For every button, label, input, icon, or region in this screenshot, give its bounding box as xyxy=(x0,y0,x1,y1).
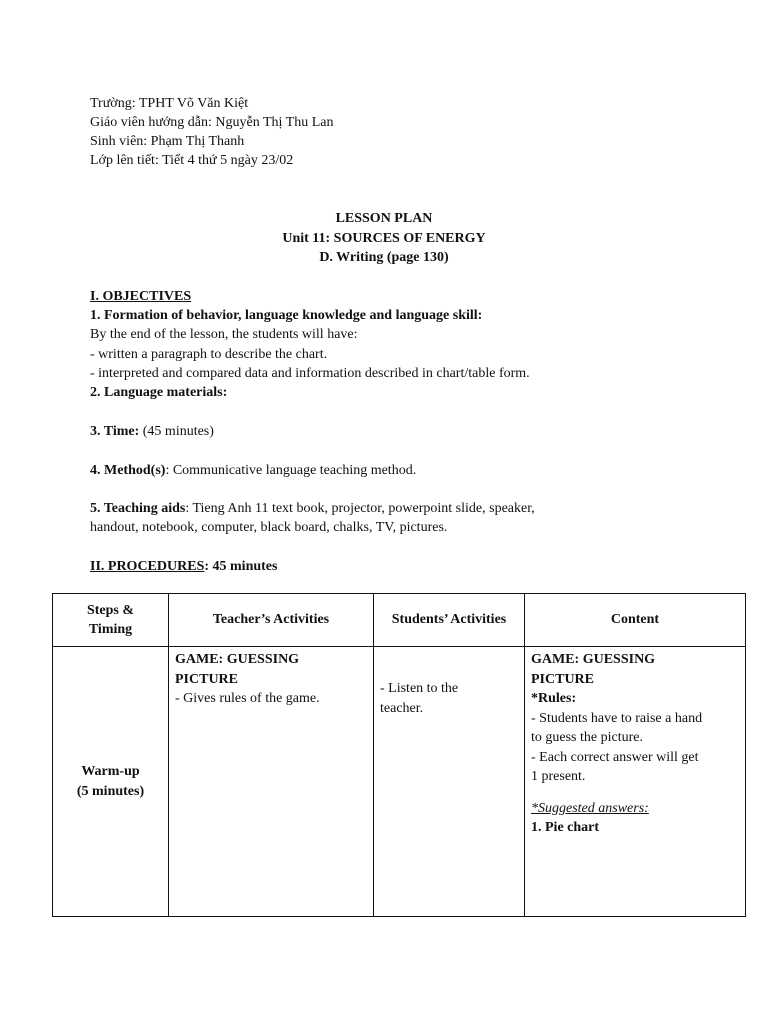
table-row xyxy=(53,647,746,917)
student-teacher-line: Sinh viên: Phạm Thị Thanh xyxy=(90,134,245,149)
suggested-answers-label: *Suggested answers: xyxy=(531,800,649,816)
teacher-activity-text: - Gives rules of the game. xyxy=(175,691,320,706)
rule-1b: to guess the picture. xyxy=(531,730,643,745)
aids-line xyxy=(90,499,535,518)
teacher-activities-cell xyxy=(169,647,374,917)
rules-label: *Rules: xyxy=(531,691,577,706)
procedures-duration: : 45 minutes xyxy=(204,559,278,574)
rule-2a: - Each correct answer will get xyxy=(531,749,699,765)
answer-1: 1. Pie chart xyxy=(531,820,600,835)
objective-bullet-1: - written a paragraph to describe the chart. xyxy=(90,347,328,362)
method-label: 4. Method(s) xyxy=(90,463,166,478)
content-cell xyxy=(525,647,746,917)
supervisor-line: Giáo viên hướng dẫn: Nguyễn Thị Thu Lan xyxy=(90,115,334,130)
rule-1a: - Students have to raise a hand xyxy=(531,710,703,726)
procedures-table xyxy=(52,593,746,917)
aids-label: 5. Teaching aids xyxy=(90,501,186,516)
objective-2-heading: 2. Language materials: xyxy=(90,385,228,400)
objective-bullet-2: - interpreted and compared data and information described in chart/table form. xyxy=(90,366,530,381)
students-activities-cell xyxy=(374,647,525,917)
warmup-timing: (5 minutes) xyxy=(76,783,145,799)
unit-title: Unit 11: SOURCES OF ENERGY xyxy=(282,231,486,246)
procedures-heading-line xyxy=(90,557,277,576)
teacher-activities-header: Teacher’s Activities xyxy=(169,594,374,647)
lesson-plan-title: LESSON PLAN xyxy=(335,211,433,226)
content-game-title-1: GAME: GUESSING xyxy=(531,652,656,667)
procedures-heading: II. PROCEDURES xyxy=(90,559,205,574)
objectives-heading: I. OBJECTIVES xyxy=(90,289,192,304)
content-header: Content xyxy=(525,594,746,647)
students-activities-header: Students’ Activities xyxy=(374,594,525,647)
method-line xyxy=(90,461,416,480)
timing-header-text: Timing xyxy=(88,622,133,637)
warmup-step: Warm-up xyxy=(81,764,140,779)
student-activity-text-2: teacher. xyxy=(380,700,424,716)
aids-line-2: handout, notebook, computer, black board, chalks, TV, pictures. xyxy=(90,520,448,535)
time-label: 3. Time: xyxy=(90,424,140,439)
objective-intro: By the end of the lesson, the students will have: xyxy=(90,327,358,342)
steps-timing-header xyxy=(53,594,169,647)
content-game-title-2: PICTURE xyxy=(531,671,595,687)
objective-1-heading: 1. Formation of behavior, language knowledge and language skill: xyxy=(90,308,483,323)
time-value: (45 minutes) xyxy=(139,424,214,439)
rule-2b: 1 present. xyxy=(531,769,586,784)
warmup-step-cell xyxy=(53,647,169,917)
class-period-line: Lớp lên tiết: Tiết 4 thứ 5 ngày 23/02 xyxy=(90,153,294,168)
aids-value: : Tieng Anh 11 text book, projector, powerpoint slide, speaker, xyxy=(185,501,535,516)
method-value: : Communicative language teaching method. xyxy=(165,463,417,478)
section-title: D. Writing (page 130) xyxy=(319,250,449,265)
time-line xyxy=(90,422,214,441)
student-activity-text-1: - Listen to the xyxy=(380,681,459,696)
table-header-row xyxy=(53,594,746,647)
teacher-game-title-1: GAME: GUESSING xyxy=(175,652,300,667)
steps-header-text: Steps & xyxy=(86,602,135,618)
teacher-game-title-2: PICTURE xyxy=(175,671,239,687)
school-line: Trường: TPHT Võ Văn Kiệt xyxy=(90,96,249,111)
